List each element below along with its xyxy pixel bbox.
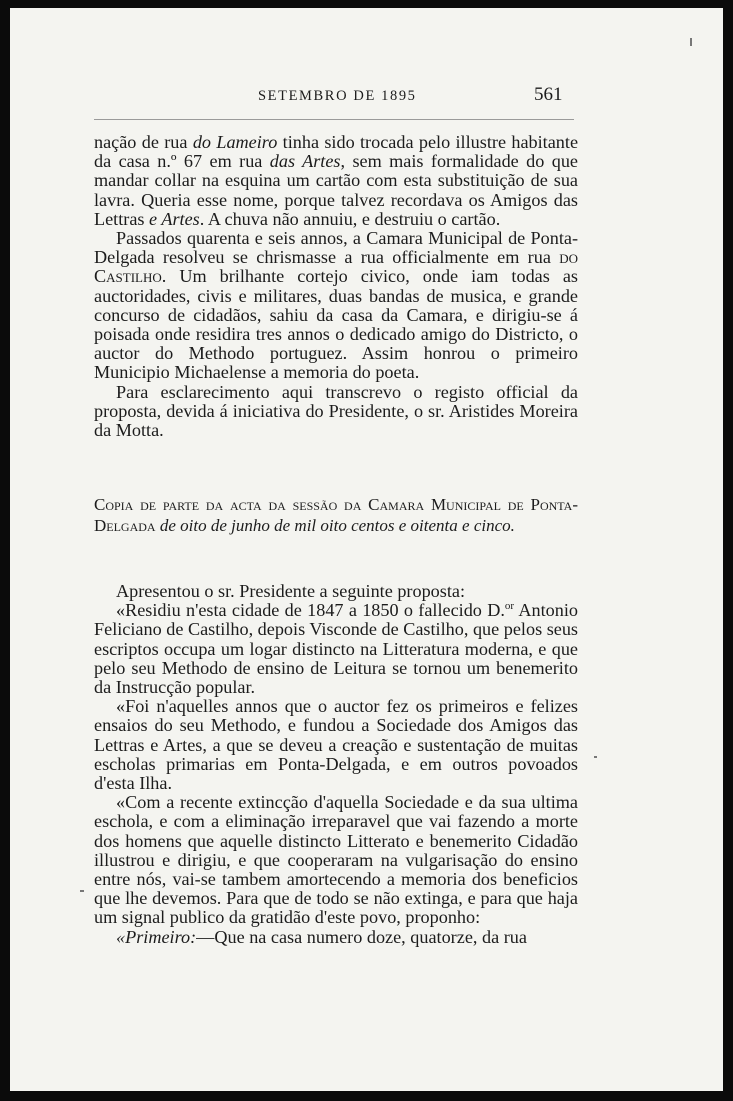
margin-speck	[80, 890, 84, 892]
page-header	[10, 84, 723, 114]
page-number: 561	[534, 84, 563, 105]
paragraph: Passados quarenta e seis annos, a Camara Municipal de Ponta-Delgada resolveu se chrismasse a rua officialmente em rua do Castilho. Um brilhante cortejo civico, onde iam todas as auctoridades, civis e militares, duas bandas de musica, e grande concurso de cidadãos, sahiu da casa da Camara, e dirigiu-se á poisada onde residira tres annos o dedicado amigo do Districto, o auctor do Methodo portuguez. Assim honrou o primeiro Municipio Michaelense a memoria do poeta.	[94, 228, 578, 383]
paragraph: «Residiu n'esta cidade de 1847 a 1850 o fallecido D.$^{or}$ Antonio Feliciano de Castilho, depois Visconde de Castilho, que pelos seus escriptos occupa um logar distincto na Litteratura moderna, e que pelo seu Methodo de ensino de Leitura se tornou um benemerito da Instrucção popular.	[94, 600, 579, 698]
paragraph: «Com a recente extincção d'aquella Sociedade e da sua ultima eschola, e com a eliminação irreparavel que vai fazendo a morte dos homens que aquelle distincto Litterato e benemerito Cidadão illustrou e dirigiu, e que cooperaram na vulgarisação do ensino entre nós, vai-se tambem amortecendo a memoria dos beneficios que lhe devemos. Para que de todo se não extinga, e para que haja um signal publico da gratidão d'este povo, proponho:	[94, 792, 578, 928]
section-heading: Copia de parte da acta da sessão da Camara Municipal de Ponta-Delgada de oito de junho de mil oito centos e oitenta e cinco.	[94, 495, 578, 535]
paragraph: nação de rua do Lameiro tinha sido trocada pelo illustre habitante da casa n.º 67 em rua das Artes, sem mais formalidade do que mandar collar na esquina um cartão com esta substituição de sua lavra. Queria esse nome, porque talvez recordava os Amigos das Lettras e Artes. A chuva não annuiu, e destruiu o cartão.	[94, 132, 579, 229]
running-head: SETEMBRO DE 1895	[258, 88, 417, 104]
book-page	[10, 8, 723, 1091]
body-text-top	[94, 133, 578, 440]
paragraph: Apresentou o sr. Presidente a seguinte proposta:	[116, 581, 466, 601]
paragraph: «Primeiro:—Que na casa numero doze, quatorze, da rua	[116, 926, 527, 947]
paragraph: «Foi n'aquelles annos que o auctor fez os primeiros e felizes ensaios do seu Methodo, e fundou a Sociedade dos Amigos das Lettras e Artes, a que se deveu a creação e sustentação de muitas escholas primarias em Ponta-Delgada, e em outros povoados d'esta Ilha.	[94, 696, 578, 794]
body-text-bottom	[94, 582, 578, 947]
paragraph: Para esclarecimento aqui transcrevo o registo official da proposta, devida á iniciativa do Presidente, o sr. Aristides Moreira da Motta.	[94, 381, 578, 441]
header-rule	[94, 119, 574, 120]
margin-speck	[594, 756, 597, 758]
margin-speck	[690, 38, 692, 46]
